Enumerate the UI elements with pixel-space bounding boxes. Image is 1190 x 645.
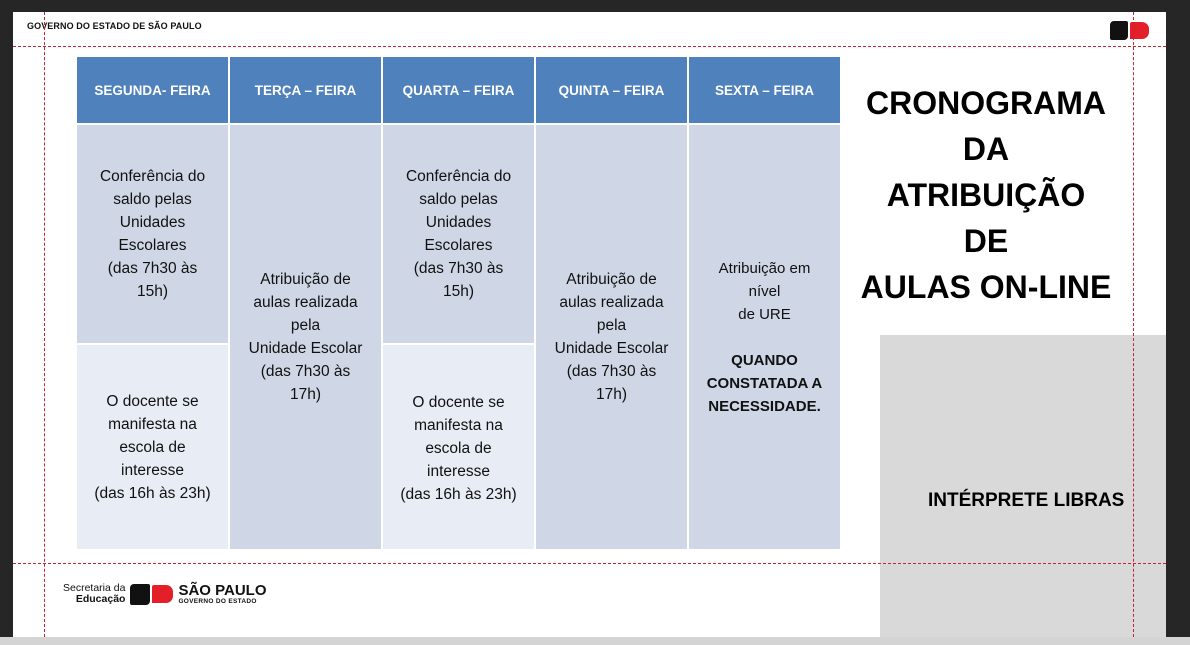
header-monday: SEGUNDA- FEIRA — [76, 56, 229, 124]
text-line: pela — [290, 317, 321, 334]
guide-line — [13, 46, 1166, 47]
text-line: (das 16h às 23h) — [400, 486, 517, 503]
text-line: escola de — [425, 440, 492, 457]
text-line: Escolares — [424, 237, 493, 254]
text-line: (das 7h30 às — [413, 260, 504, 277]
table-header-row — [76, 56, 841, 124]
sp-sub: GOVERNO DO ESTADO — [178, 597, 257, 605]
friday-cell — [688, 124, 841, 550]
text-line: saldo pelas — [419, 191, 498, 208]
sp-logo-icon — [130, 584, 173, 605]
text-line: (das 7h30 às — [566, 363, 657, 380]
text-line: 15h) — [442, 283, 475, 300]
text-line: Atribuição de — [260, 271, 351, 288]
schedule-table — [75, 55, 842, 551]
guide-line — [1133, 12, 1134, 637]
text-line: nível — [748, 282, 781, 300]
header-thursday: QUINTA – FEIRA — [535, 56, 688, 124]
title-line: DA — [962, 131, 1010, 167]
wednesday-manifest-cell — [382, 344, 535, 550]
guide-line — [13, 563, 1166, 564]
header-friday: SEXTA – FEIRA — [688, 56, 841, 124]
text-line: interesse — [121, 461, 184, 479]
text-line: Unidade Escolar — [554, 340, 669, 357]
sp-logo-icon — [1110, 21, 1149, 40]
text-line: QUANDO — [731, 351, 798, 369]
monday-manifest-cell — [76, 344, 229, 550]
text-line: interesse — [427, 463, 490, 480]
text-line: Conferência do — [405, 168, 512, 185]
text-line: saldo pelas — [113, 191, 192, 208]
text-line: Escolares — [118, 237, 187, 254]
text-line: Conferência do — [99, 168, 206, 185]
text-line: O docente se — [412, 394, 505, 411]
text-line: Unidade Escolar — [248, 340, 363, 357]
sp-name: SÃO PAULO — [178, 581, 267, 599]
text-line: Atribuição em — [718, 259, 811, 277]
text-line: O docente se — [106, 392, 199, 410]
footer-logo — [63, 583, 267, 605]
header-wednesday: QUARTA – FEIRA — [382, 56, 535, 124]
text-line: pela — [596, 317, 627, 334]
text-line: escola de — [119, 438, 186, 456]
slide — [13, 12, 1166, 637]
text-line: (das 16h às 23h) — [94, 484, 211, 502]
monday-conference-cell — [76, 124, 229, 344]
text-line: aulas realizada — [253, 294, 358, 311]
text-line: manifesta na — [414, 417, 503, 434]
bottom-bar — [0, 637, 1190, 645]
text-line: 17h) — [289, 386, 322, 403]
text-line: Unidades — [425, 214, 492, 231]
tuesday-cell — [229, 124, 382, 550]
text-line: NECESSIDADE. — [708, 397, 821, 415]
text-line: Unidades — [119, 214, 186, 231]
sp-wordmark — [178, 581, 267, 605]
secretaria-text: Secretaria da — [63, 582, 126, 594]
text-line: (das 7h30 às — [107, 260, 198, 277]
thursday-cell — [535, 124, 688, 550]
title-line: ATRIBUIÇÃO — [886, 177, 1086, 213]
slide-title — [849, 80, 1123, 310]
title-line: CRONOGRAMA — [866, 85, 1106, 121]
text-line: 15h) — [136, 283, 169, 300]
text-line: de URE — [738, 305, 791, 323]
interpreter-video-area — [880, 335, 1166, 637]
text-line: (das 7h30 às — [260, 363, 351, 380]
libras-label: INTÉRPRETE LIBRAS — [928, 490, 1125, 511]
wednesday-conference-cell — [382, 124, 535, 344]
text-line: 17h) — [595, 386, 628, 403]
text-line: CONSTATADA A — [706, 374, 823, 392]
secretaria-label — [63, 583, 125, 605]
header-tuesday: TERÇA – FEIRA — [229, 56, 382, 124]
text-line: aulas realizada — [559, 294, 664, 311]
government-header: GOVERNO DO ESTADO DE SÃO PAULO — [27, 21, 202, 31]
text-line: Atribuição de — [566, 271, 657, 288]
text-line: manifesta na — [108, 415, 197, 433]
title-line: AULAS ON-LINE — [860, 269, 1112, 305]
educacao-text: Educação — [75, 593, 126, 605]
guide-line — [44, 12, 45, 637]
title-line: DE — [963, 223, 1009, 259]
